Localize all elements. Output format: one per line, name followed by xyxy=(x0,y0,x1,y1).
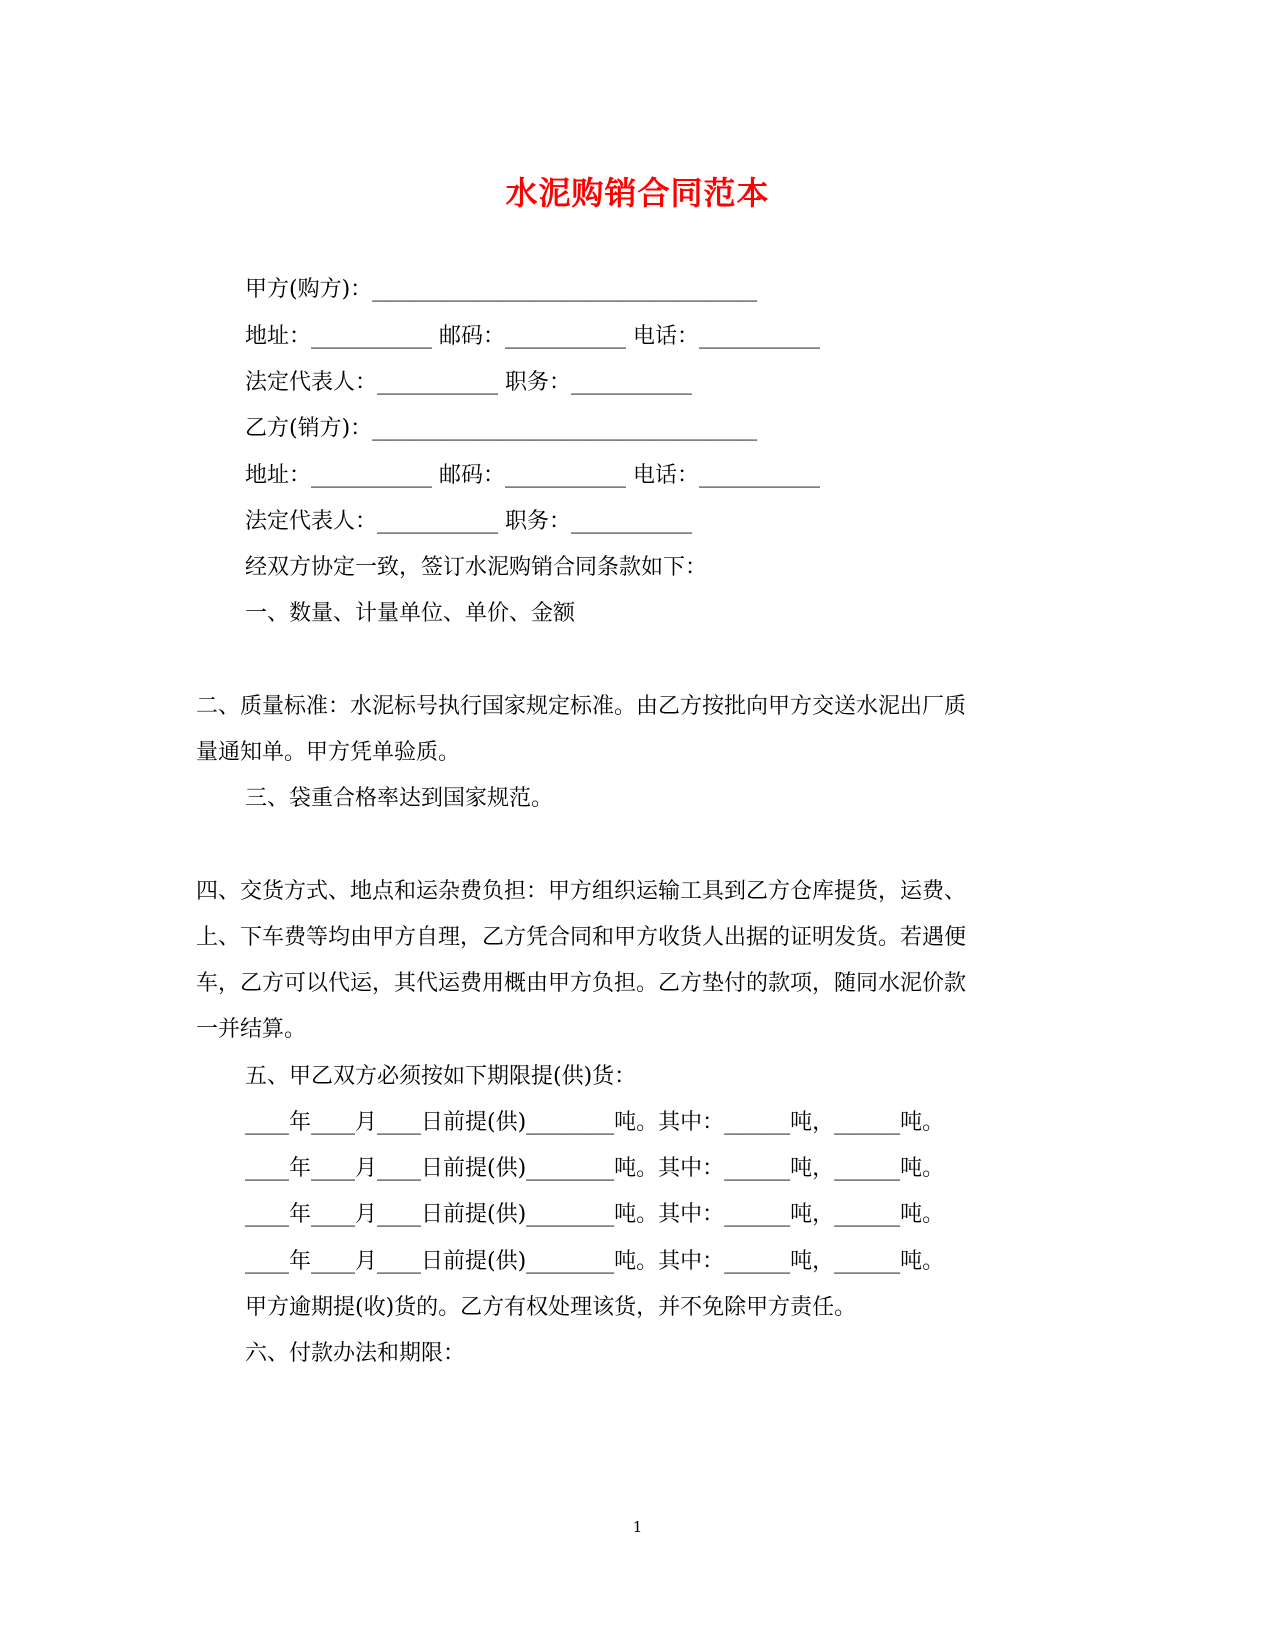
document-title: 水泥购销合同范本 xyxy=(505,174,770,212)
page-number: 1 xyxy=(632,1518,643,1536)
clause-2-line-1: 二、质量标准：水泥标号执行国家规定标准。由乙方按批向甲方交送水泥出厂质 xyxy=(196,694,967,719)
delivery-schedule-row: ____年____月____日前提(供)________吨。其中：______吨，______吨。 xyxy=(245,1249,945,1274)
clause-6-heading: 六、付款办法和期限： xyxy=(245,1341,466,1366)
party-b-representative-line: 法定代表人：___________ 职务：___________ xyxy=(245,509,692,534)
clause-4-line-4: 一并结算。 xyxy=(196,1017,307,1042)
clause-3: 三、袋重合格率达到国家规范。 xyxy=(245,786,554,811)
clause-5-heading: 五、甲乙双方必须按如下期限提(供)货： xyxy=(245,1064,637,1089)
delivery-schedule-row: ____年____月____日前提(供)________吨。其中：______吨，______吨。 xyxy=(245,1110,945,1135)
delivery-schedule-row: ____年____月____日前提(供)________吨。其中：______吨，______吨。 xyxy=(245,1202,945,1227)
agreement-intro: 经双方协定一致，签订水泥购销合同条款如下： xyxy=(245,555,708,580)
delivery-schedule-row: ____年____月____日前提(供)________吨。其中：______吨，______吨。 xyxy=(245,1156,945,1181)
clause-2-line-2: 量通知单。甲方凭单验质。 xyxy=(196,740,461,765)
party-a-address-line: 地址：___________ 邮码：___________ 电话：___________ xyxy=(245,324,820,349)
clause-1-heading: 一、数量、计量单位、单价、金额 xyxy=(245,601,576,626)
clause-4-line-3: 车，乙方可以代运，其代运费用概由甲方负担。乙方垫付的款项，随同水泥价款 xyxy=(196,971,967,996)
late-pickup-clause: 甲方逾期提(收)货的。乙方有权处理该货，并不免除甲方责任。 xyxy=(245,1295,857,1320)
party-a-line: 甲方(购方)：___________________________________ xyxy=(245,277,758,302)
party-b-line: 乙方(销方)：___________________________________ xyxy=(245,416,758,441)
clause-4-line-1: 四、交货方式、地点和运杂费负担：甲方组织运输工具到乙方仓库提货，运费、 xyxy=(196,879,967,904)
party-a-representative-line: 法定代表人：___________ 职务：___________ xyxy=(245,370,692,395)
party-b-address-line: 地址：___________ 邮码：___________ 电话：___________ xyxy=(245,463,820,488)
clause-4-line-2: 上、下车费等均由甲方自理，乙方凭合同和甲方收货人出据的证明发货。若遇便 xyxy=(196,925,967,950)
